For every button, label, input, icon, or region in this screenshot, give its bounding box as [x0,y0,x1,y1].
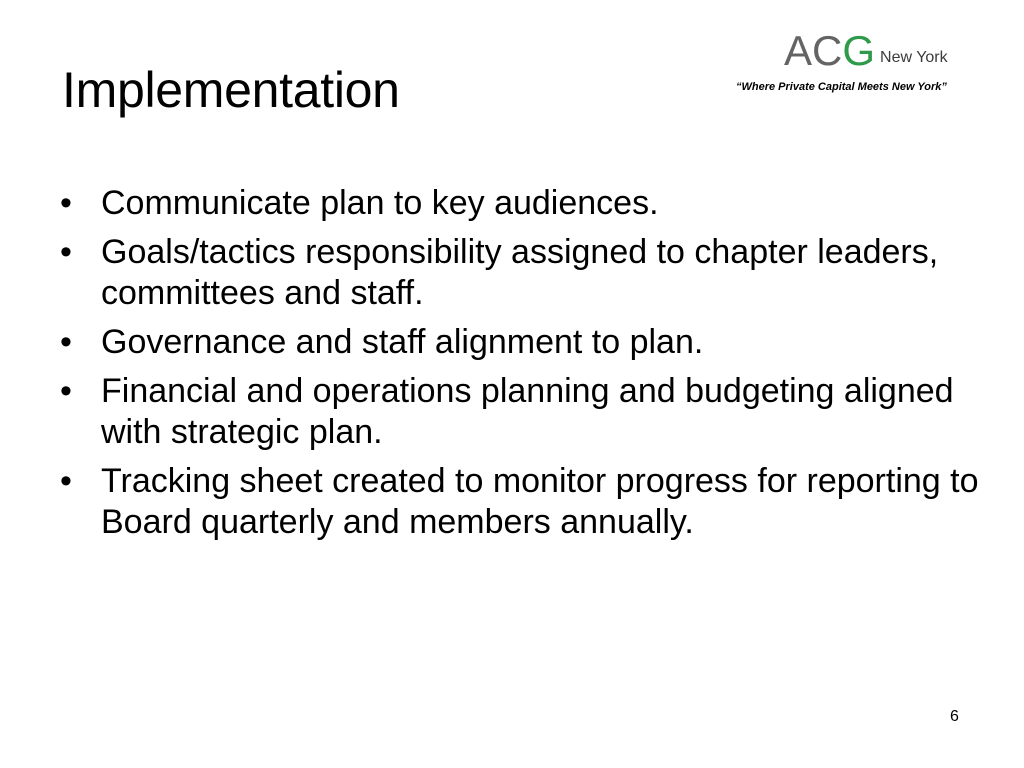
bullet-marker: • [60,372,72,410]
slide-number: 6 [950,708,959,725]
bullet-list [60,183,980,551]
bullet-text: Governance and staff alignment to plan. [101,323,704,361]
bullet-item [60,461,980,543]
bullet-text: Financial and operations planning and budgeting aligned with strategic plan. [101,372,954,451]
logo-tagline: “Where Private Capital Meets New York” [736,81,947,93]
bullet-text: Communicate plan to key audiences. [101,184,659,222]
slide-title: Implementation [62,62,400,118]
bullet-marker: • [60,233,72,271]
bullet-item [60,183,980,224]
bullet-marker: • [60,323,72,361]
bullet-marker: • [60,184,72,222]
bullet-text: Goals/tactics responsibility assigned to chapter leaders, committees and staff. [101,233,939,312]
acg-new-york-logo [784,27,948,74]
bullet-item [60,371,980,453]
bullet-item [60,322,980,363]
logo-mark: ACG [784,27,876,74]
bullet-text: Tracking sheet created to monitor progress for reporting to Board quarterly and members annually. [101,462,979,541]
logo-subtitle: New York [880,49,948,66]
bullet-item [60,232,980,314]
bullet-marker: • [60,462,72,500]
